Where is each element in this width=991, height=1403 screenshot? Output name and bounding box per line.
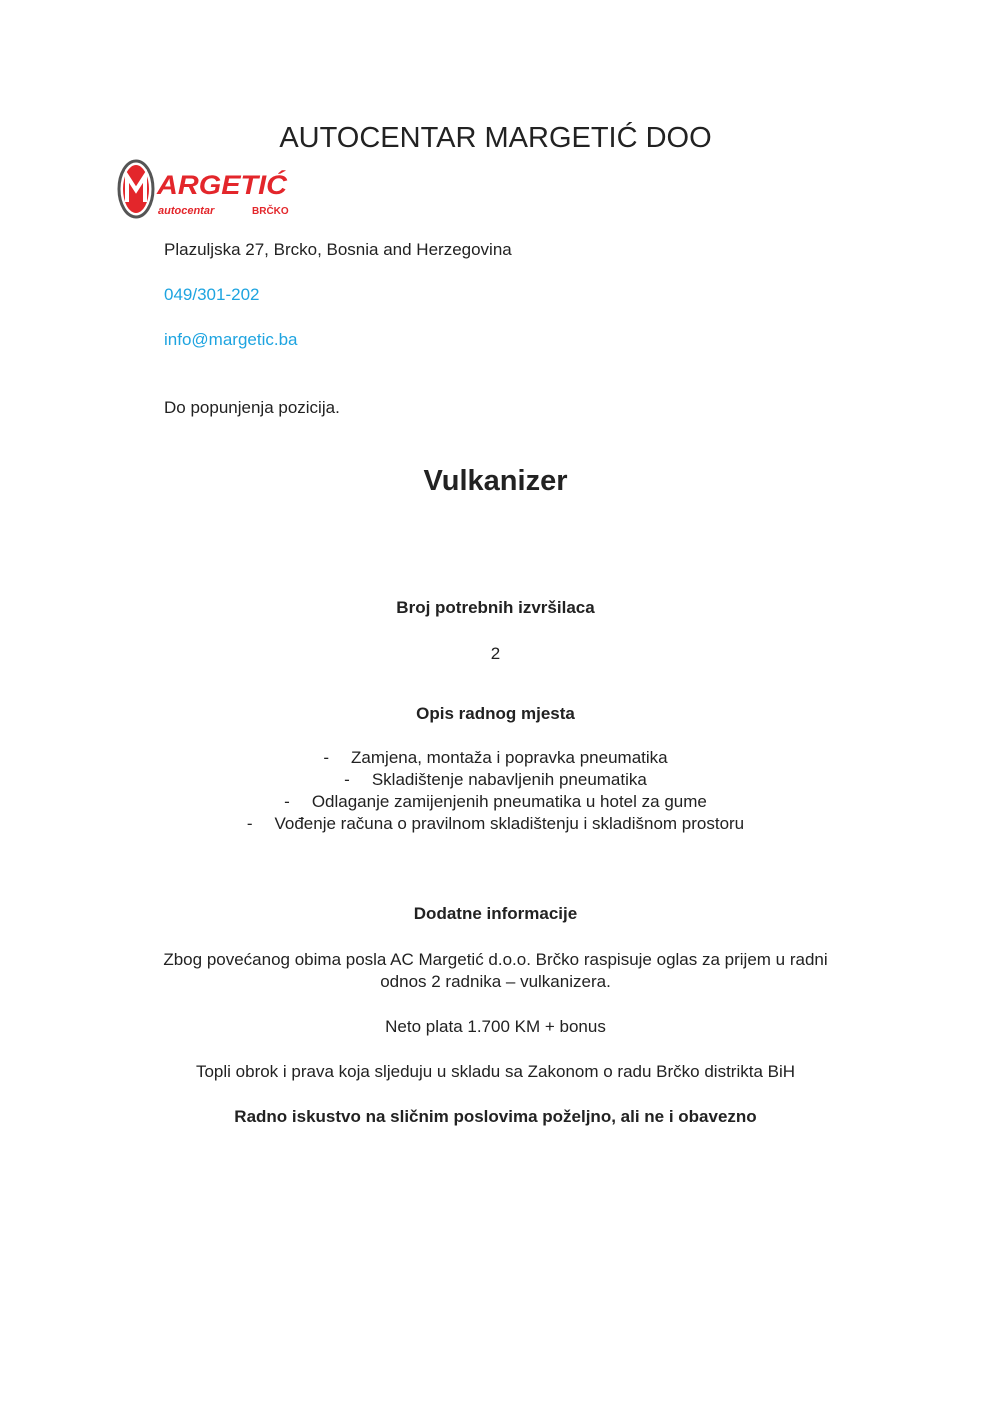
description-label: Opis radnog mjesta bbox=[416, 704, 575, 723]
salary-text: Neto plata 1.700 KM + bonus bbox=[385, 1017, 606, 1036]
phone-link[interactable]: 049/301-202 bbox=[164, 285, 260, 304]
workers-value: 2 bbox=[490, 644, 501, 663]
deadline-text: Do popunjenja pozicija. bbox=[164, 398, 340, 417]
description-list bbox=[0, 747, 991, 835]
address: Plazuljska 27, Brcko, Bosnia and Herzegovina bbox=[164, 240, 512, 259]
email-link[interactable]: info@margetic.ba bbox=[164, 330, 298, 349]
additional-label: Dodatne informacije bbox=[413, 904, 578, 923]
company-logo bbox=[117, 158, 292, 220]
experience-text: Radno iskustvo na sličnim poslovima poželjno, ali ne i obavezno bbox=[234, 1107, 757, 1126]
additional-paragraph-line1: Zbog povećanog obima posla AC Margetić d.o.o. Brčko raspisuje oglas za prijem u radni bbox=[163, 950, 828, 969]
workers-label: Broj potrebnih izvršilaca bbox=[396, 598, 595, 617]
list-item: - Skladištenje nabavljenih pneumatika bbox=[344, 770, 647, 789]
job-title: Vulkanizer bbox=[423, 465, 568, 497]
svg-text:ARGETIĆ: ARGETIĆ bbox=[157, 170, 279, 200]
additional-paragraph-line2: odnos 2 radnika – vulkanizera. bbox=[380, 972, 611, 991]
svg-text:BRČKO: BRČKO bbox=[252, 206, 289, 217]
margetic-logo-icon bbox=[117, 158, 292, 220]
list-item: - Odlaganje zamijenjenih pneumatika u hotel za gume bbox=[284, 792, 707, 811]
svg-text:autocentar: autocentar bbox=[158, 205, 215, 217]
list-item: - Vođenje računa o pravilnom skladištenju i skladišnom prostoru bbox=[246, 814, 745, 833]
list-item: - Zamjena, montaža i popravka pneumatika bbox=[323, 748, 668, 767]
company-title: AUTOCENTAR MARGETIĆ DOO bbox=[279, 122, 712, 154]
benefits-text: Topli obrok i prava koja sljeduju u skladu sa Zakonom o radu Brčko distrikta BiH bbox=[195, 1062, 796, 1081]
